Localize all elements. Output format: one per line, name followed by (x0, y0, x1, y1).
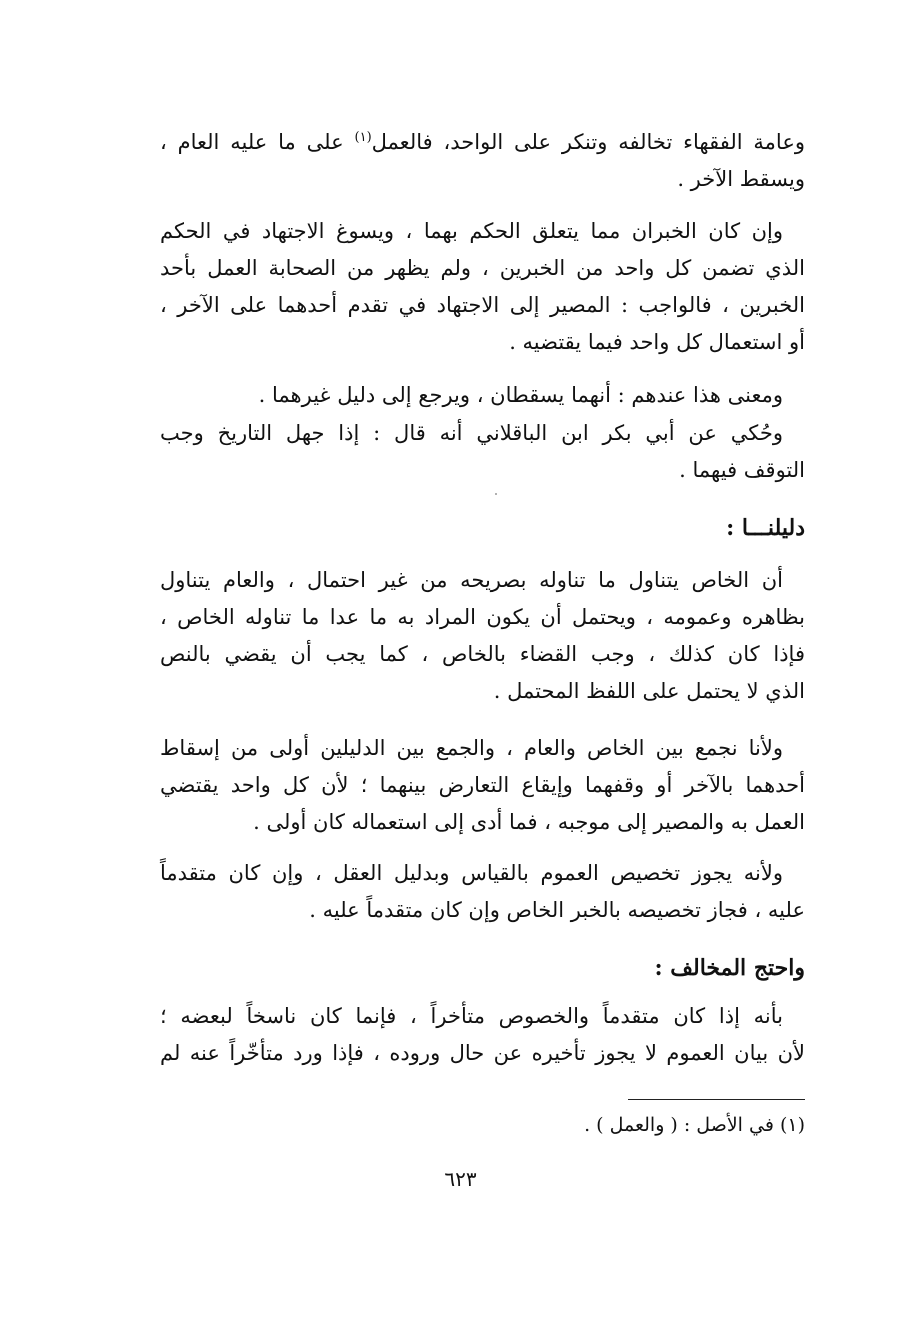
paragraph-7 (160, 855, 805, 929)
paragraph-line: وإن كان الخبران مما يتعلق الحكم بهما ، ويسوغ الاجتهاد في الحكم (160, 219, 783, 243)
footnote: (١) في الأصل : ( والعمل ) . (584, 1114, 805, 1136)
paragraph-line: ولأنه يجوز تخصيص العموم بالقياس وبدليل العقل ، وإن كان متقدماً (160, 861, 783, 885)
paragraph-line: أن الخاص يتناول ما تناوله بصريحه من غير احتمال ، والعام يتناول (160, 568, 783, 592)
text-span: على ما عليه العام ، (160, 130, 344, 154)
paragraph-5 (160, 562, 805, 710)
section-heading-opponent: واحتج المخالف : (654, 955, 805, 981)
paragraph-6 (160, 730, 805, 841)
page-number: ٦٢٣ (444, 1167, 477, 1191)
paragraph-line: الخبرين ، فالواجب : المصير إلى الاجتهاد في تقدم أحدهما على الآخر ، (160, 293, 805, 317)
paragraph-line: الذي لا يحتمل على اللفظ المحتمل . (493, 679, 805, 703)
paragraph-line: أحدهما بالآخر أو وقفهما وإيقاع التعارض بينهما ؛ لأن كل واحد يقتضي (160, 773, 805, 797)
paragraph-line: وحُكي عن أبي بكر ابن الباقلاني أنه قال : إذا جهل التاريخ وجب (160, 421, 783, 445)
print-speck (495, 493, 497, 495)
paragraph-line: لأن بيان العموم لا يجوز تأخيره عن حال وروده ، فإذا ورد متأخّراً عنه لم (160, 1041, 805, 1065)
paragraph-line: عليه ، فجاز تخصيصه بالخبر الخاص وإن كان متقدماً عليه . (309, 898, 805, 922)
paragraph-line: ويسقط الآخر . (677, 167, 805, 191)
paragraph-1 (160, 124, 805, 198)
paragraph-line: العمل به والمصير إلى موجبه ، فما أدى إلى استعماله كان أولى . (253, 810, 805, 834)
paragraph-line (160, 124, 805, 161)
paragraph-2 (160, 213, 805, 361)
paragraph-line: ولأنا نجمع بين الخاص والعام ، والجمع بين الدليلين أولى من إسقاط (160, 736, 783, 760)
section-heading-evidence: دليلنـــا : (726, 515, 805, 541)
paragraph-line: فإذا كان كذلك ، وجب القضاء بالخاص ، كما يجب أن يقضي بالنص (160, 642, 805, 666)
paragraph-line: ومعنى هذا عندهم : أنهما يسقطان ، ويرجع إلى دليل غيرهما . (258, 383, 783, 407)
paragraph-line: التوقف فيهما . (679, 458, 805, 482)
paragraph-4 (160, 415, 805, 489)
paragraph-line: الذي تضمن كل واحد من الخبرين ، ولم يظهر من الصحابة العمل بأحد (160, 256, 805, 280)
footnote-divider (628, 1099, 805, 1100)
text-span: وعامة الفقهاء تخالفه وتنكر على الواحد، فالعمل (371, 130, 805, 154)
paragraph-line: أو استعمال كل واحد فيما يقتضيه . (509, 330, 805, 354)
paragraph-8 (160, 998, 805, 1072)
paragraph-line: بأنه إذا كان متقدماً والخصوص متأخراً ، فإنما كان ناسخاً لبعضه ؛ (160, 1004, 783, 1028)
paragraph-3 (160, 377, 805, 414)
footnote-marker: (١) (354, 130, 372, 145)
paragraph-line: بظاهره وعمومه ، ويحتمل أن يكون المراد به ما عدا ما تناوله الخاص ، (160, 605, 805, 629)
